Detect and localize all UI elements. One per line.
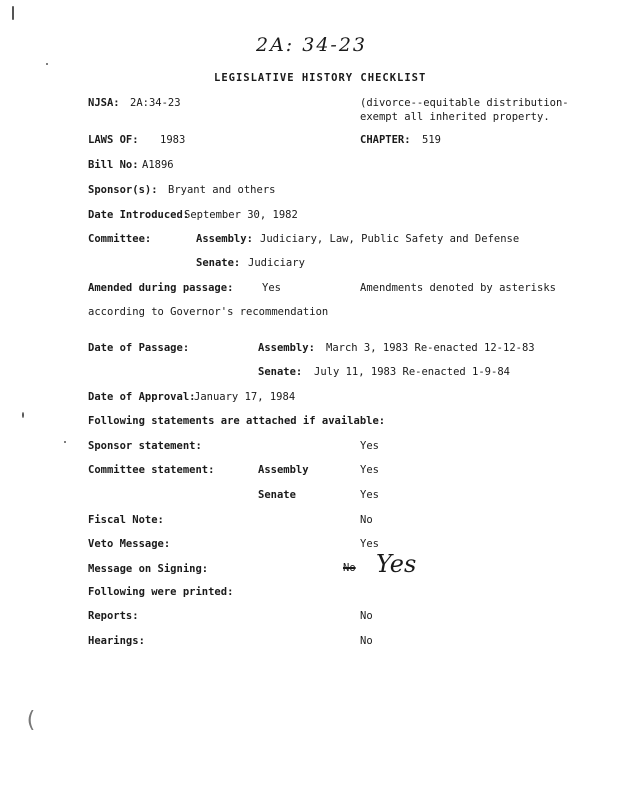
committee-assembly-label: Assembly: — [196, 233, 253, 245]
sponsor-statement-label: Sponsor statement: — [88, 440, 202, 452]
passage-assembly-value: March 3, 1983 Re-enacted 12-12-83 — [326, 342, 535, 354]
amended-label: Amended during passage: — [88, 282, 234, 294]
committee-statement-senate-label: Senate — [258, 489, 296, 501]
njsa-label: NJSA: — [88, 97, 120, 109]
sponsors-value: Bryant and others — [168, 184, 276, 196]
bill-no-value: A1896 — [142, 159, 174, 171]
following-printed: Following were printed: — [88, 586, 234, 598]
subject-line-2: exempt all inherited property. — [360, 111, 550, 123]
date-of-passage-label: Date of Passage: — [88, 342, 190, 354]
message-on-signing-struck-value: No — [343, 562, 356, 574]
handwritten-header: 2A: 34-23 — [256, 34, 368, 56]
chapter-value: 519 — [422, 134, 441, 146]
date-of-approval-label: Date of Approval: — [88, 391, 196, 403]
committee-label: Committee: — [88, 233, 152, 245]
date-introduced-label: Date Introduced: — [88, 209, 190, 221]
sponsors-label: Sponsor(s): — [88, 184, 158, 196]
committee-senate-label: Senate: — [196, 257, 241, 269]
date-introduced-value: September 30, 1982 — [184, 209, 298, 221]
scan-speck — [64, 441, 66, 443]
amended-note: Amendments denoted by asterisks — [360, 282, 556, 294]
reports-value: No — [360, 610, 373, 622]
page-title: LEGISLATIVE HISTORY CHECKLIST — [214, 72, 427, 84]
committee-statement-assembly-value: Yes — [360, 464, 379, 476]
njsa-value: 2A:34-23 — [130, 97, 181, 109]
committee-statement-label: Committee statement: — [88, 464, 215, 476]
fiscal-note-label: Fiscal Note: — [88, 514, 164, 526]
scan-speck — [22, 412, 24, 418]
sponsor-statement-value: Yes — [360, 440, 379, 452]
following-attached: Following statements are attached if available: — [88, 415, 386, 427]
veto-message-label: Veto Message: — [88, 538, 171, 550]
passage-assembly-label: Assembly: — [258, 342, 315, 354]
hearings-value: No — [360, 635, 373, 647]
scan-mark-hole: ( — [24, 708, 38, 733]
committee-senate-value: Judiciary — [248, 257, 305, 269]
amended-value: Yes — [262, 282, 281, 294]
amended-note-2: according to Governor's recommendation — [88, 306, 329, 318]
chapter-label: CHAPTER: — [360, 134, 411, 146]
message-on-signing-label: Message on Signing: — [88, 563, 209, 575]
laws-of-label: LAWS OF: — [88, 134, 139, 146]
reports-label: Reports: — [88, 610, 139, 622]
bill-no-label: Bill No: — [88, 159, 139, 171]
hearings-label: Hearings: — [88, 635, 145, 647]
committee-statement-senate-value: Yes — [360, 489, 379, 501]
veto-message-value: Yes — [360, 538, 379, 550]
scan-mark — [12, 6, 14, 20]
committee-statement-assembly-label: Assembly — [258, 464, 309, 476]
subject-line-1: (divorce--equitable distribution- — [360, 97, 569, 109]
passage-senate-label: Senate: — [258, 366, 303, 378]
passage-senate-value: July 11, 1983 Re-enacted 1-9-84 — [314, 366, 510, 378]
laws-of-value: 1983 — [160, 134, 186, 146]
message-on-signing-handwritten-value: Yes — [376, 550, 417, 578]
fiscal-note-value: No — [360, 514, 373, 526]
scan-speck — [46, 63, 48, 65]
date-of-approval-value: January 17, 1984 — [194, 391, 296, 403]
committee-assembly-value: Judiciary, Law, Public Safety and Defense — [260, 233, 520, 245]
